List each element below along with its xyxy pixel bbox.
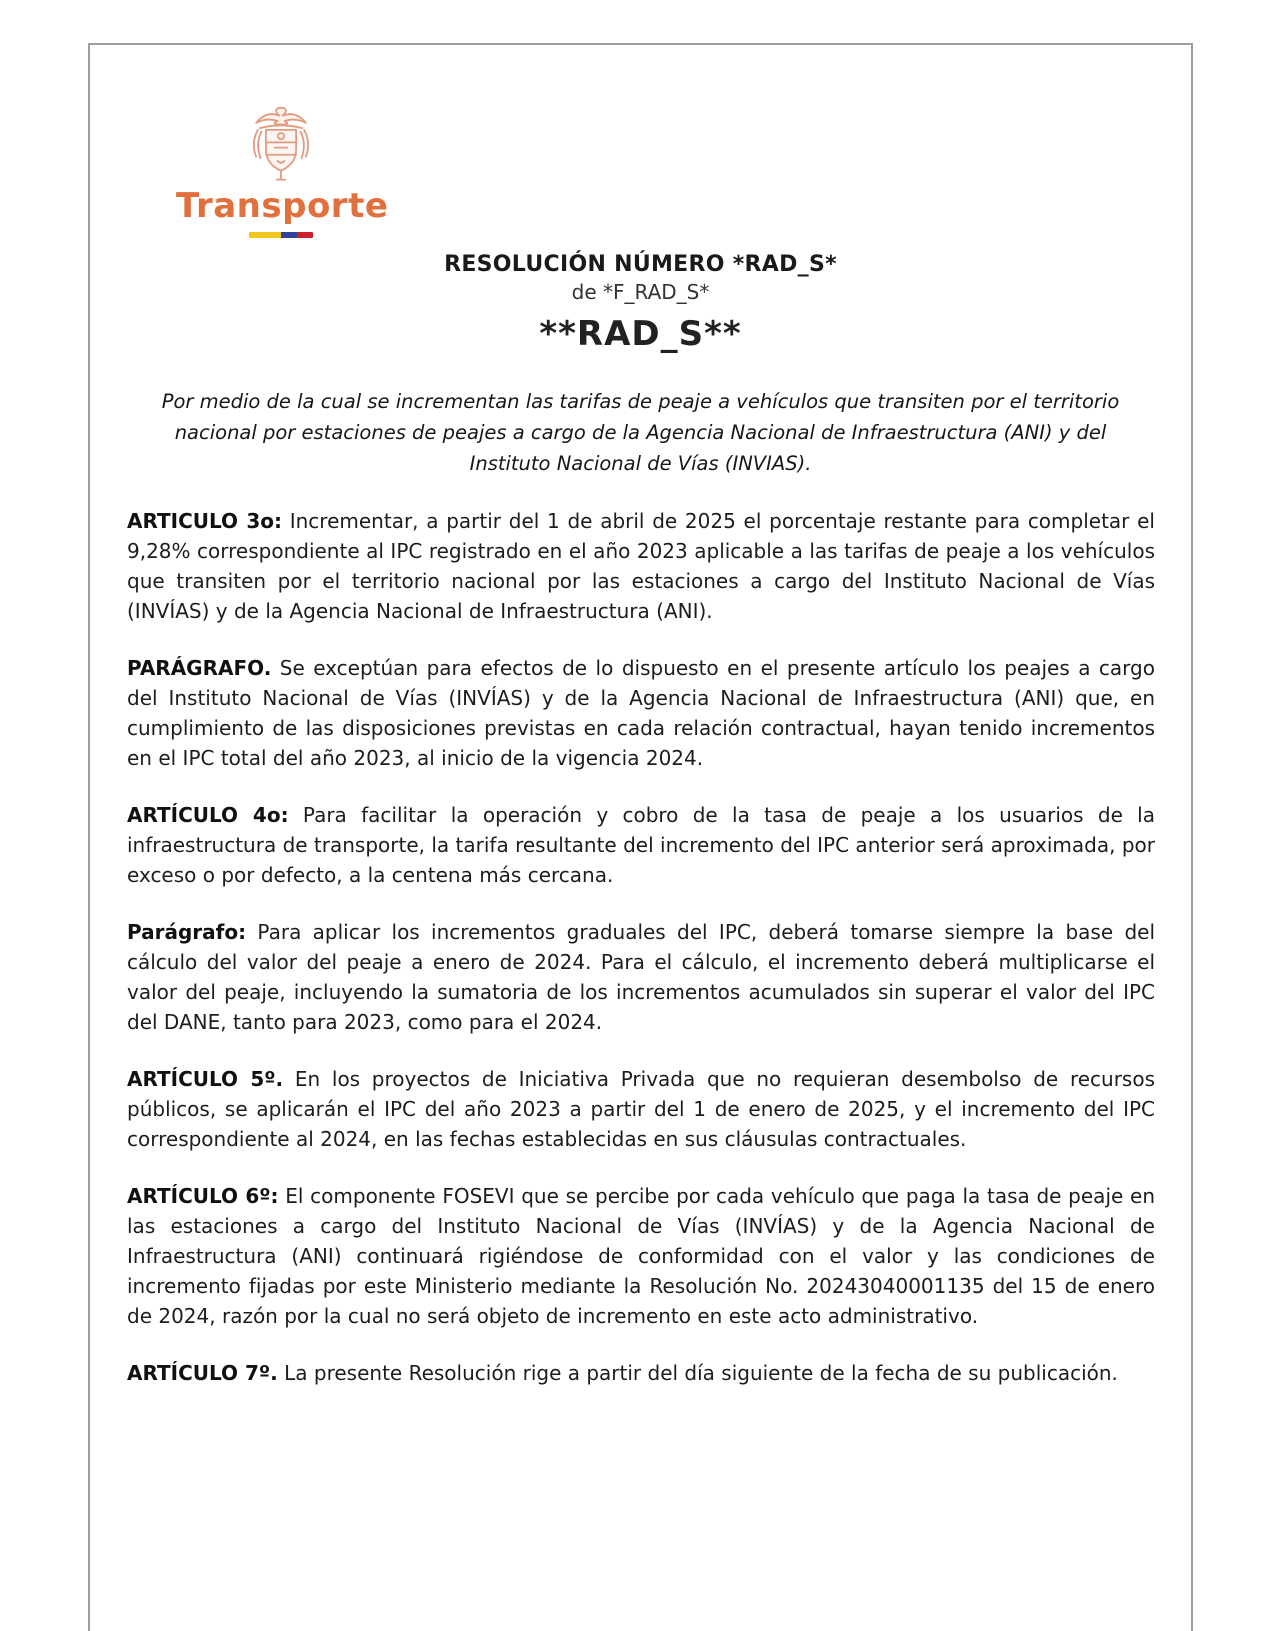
colombia-coat-of-arms-icon (245, 105, 317, 185)
article-label: PARÁGRAFO. (127, 656, 272, 680)
ministry-logo (176, 105, 389, 238)
article-paragraph (127, 1358, 1155, 1388)
resolution-rad-line: **RAD_S** (539, 314, 742, 354)
resolution-subject: Por medio de la cual se incrementan las tarifas de peaje a vehículos que transiten por el territorio nacional por estaciones de peajes a cargo de la Agencia Nacional de Infraestructura (ANI) y del Instituto Nacional de Vías (INVIAS). (161, 390, 1120, 475)
flag-yellow-segment (249, 232, 281, 238)
article-label: ARTÍCULO 4o: (127, 803, 289, 827)
article-label: Parágrafo: (127, 920, 247, 944)
article-paragraph (127, 1181, 1155, 1331)
article-text: Se exceptúan para efectos de lo dispuesto en el presente artículo los peajes a cargo del Instituto Nacional de Vías (INVÍAS) y de la Agencia Nacional de Infraestructura (ANI) que, en cumplimiento de las disposiciones previstas en cada relación contractual, hayan tenido incrementos en el IPC total del año 2023, al inicio de la vigencia 2024. (127, 656, 1155, 770)
article-text: La presente Resolución rige a partir del día siguiente de la fecha de su publicación. (284, 1361, 1118, 1385)
article-label: ARTÍCULO 6º: (127, 1184, 279, 1208)
resolution-body (127, 506, 1155, 1388)
article-paragraph (127, 506, 1155, 626)
resolution-title-block (90, 252, 1191, 354)
article-text: Incrementar, a partir del 1 de abril de 2025 el porcentaje restante para completar el 9,28% correspondiente al IPC registrado en el año 2023 aplicable a las tarifas de peaje a los vehículos que transiten por el territorio nacional por las estaciones a cargo del Instituto Nacional de Vías (INVÍAS) y de la Agencia Nacional de Infraestructura (ANI). (127, 509, 1155, 623)
ministry-wordmark: Transporte (176, 186, 389, 226)
article-label: ARTICULO 3o: (127, 509, 282, 533)
article-text: El componente FOSEVI que se percibe por cada vehículo que paga la tasa de peaje en las estaciones a cargo del Instituto Nacional de Vías (INVÍAS) y de la Agencia Nacional de Infraestructura (ANI) continuará rigiéndose de conformidad con el valor y las condiciones de incremento fijadas por este Ministerio mediante la Resolución No. 20243040001135 del 15 de enero de 2024, razón por la cual no será objeto de incremento en este acto administrativo. (127, 1184, 1155, 1328)
article-text: Para facilitar la operación y cobro de la tasa de peaje a los usuarios de la infraestructura de transporte, la tarifa resultante del incremento del IPC anterior será aproximada, por exceso o por defecto, a la centena más cercana. (127, 803, 1155, 887)
article-label: ARTÍCULO 5º. (127, 1067, 284, 1091)
article-text: En los proyectos de Iniciativa Privada que no requieran desembolso de recursos públicos, se aplicarán el IPC del año 2023 a partir del 1 de enero de 2025, y el incremento del IPC correspondiente al 2024, en las fechas establecidas en sus cláusulas contractuales. (127, 1067, 1155, 1151)
flag-red-segment (297, 232, 313, 238)
article-text: Para aplicar los incrementos graduales del IPC, deberá tomarse siempre la base del cálculo del valor del peaje a enero de 2024. Para el cálculo, el incremento deberá multiplicarse el valor del peaje, incluyendo la sumatoria de los incrementos acumulados sin superar el valor del IPC del DANE, tanto para 2023, como para el 2024. (127, 920, 1156, 1034)
article-paragraph (127, 800, 1155, 890)
colombia-flag-bar (249, 232, 313, 238)
resolution-date-line: de *F_RAD_S* (571, 280, 710, 304)
resolution-number-line: RESOLUCIÓN NÚMERO *RAD_S* (444, 252, 837, 277)
article-paragraph (127, 917, 1155, 1037)
document-page (88, 43, 1193, 1631)
article-paragraph (127, 653, 1155, 773)
article-label: ARTÍCULO 7º. (127, 1361, 278, 1385)
flag-blue-segment (281, 232, 297, 238)
article-paragraph (127, 1064, 1155, 1154)
